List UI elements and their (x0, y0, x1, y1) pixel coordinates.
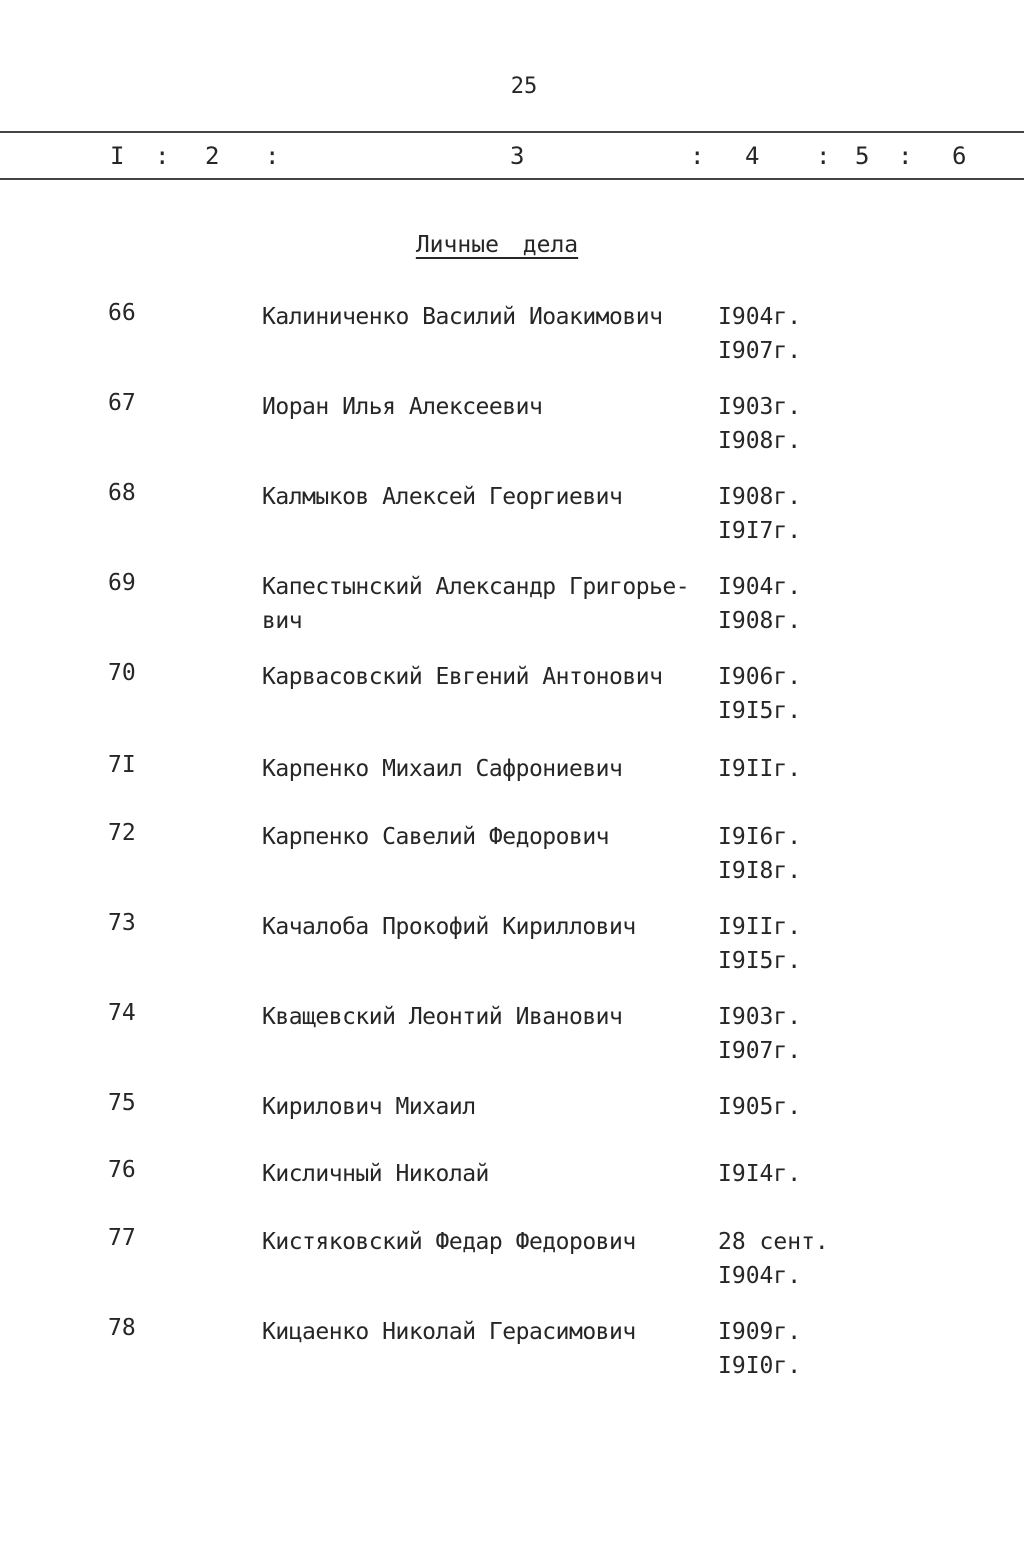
record-name: Кващевский Леонтий Иванович (262, 1004, 623, 1030)
record-dates (718, 1090, 838, 1124)
header-rule-top (0, 131, 1024, 133)
record-date: I9I5г. (718, 948, 802, 974)
record-number: 75 (108, 1090, 136, 1116)
record-date: I904г. (718, 574, 802, 600)
record-dates (718, 1225, 838, 1293)
record-name: Кирилович Михаил (262, 1094, 476, 1120)
record-number: 73 (108, 910, 136, 936)
record-date: I9IIг. (718, 756, 802, 782)
record-number: 66 (108, 300, 136, 326)
column-header-5: 5 (855, 142, 870, 170)
record-date: I905г. (718, 1094, 802, 1120)
record-dates (718, 1315, 838, 1383)
record-name: Карвасовский Евгений Антонович (262, 664, 663, 690)
record-date: I903г. (718, 1004, 802, 1030)
record-number: 78 (108, 1315, 136, 1341)
record-date: I908г. (718, 484, 802, 510)
record-number: 77 (108, 1225, 136, 1251)
header-rule-bottom (0, 178, 1024, 180)
record-dates (718, 820, 838, 888)
record-dates (718, 390, 838, 458)
record-dates (718, 480, 838, 548)
record-date: I9I0г. (718, 1353, 802, 1379)
record-date: I9I4г. (718, 1161, 802, 1187)
column-separator: : (265, 142, 280, 170)
record-date: I904г. (718, 304, 802, 330)
column-separator: : (816, 142, 831, 170)
record-date: I909г. (718, 1319, 802, 1345)
record-name: Качалоба Прокофий Кириллович (262, 914, 636, 940)
column-header-6: 6 (952, 142, 967, 170)
column-header-2: 2 (205, 142, 220, 170)
record-dates (718, 570, 838, 638)
record-date: I908г. (718, 608, 802, 634)
column-header-3: 3 (510, 142, 525, 170)
record-name: Иоран Илья Алексеевич (262, 394, 543, 420)
record-dates (718, 660, 838, 728)
record-date: I903г. (718, 394, 802, 420)
record-dates (718, 300, 838, 368)
record-date: I907г. (718, 1038, 802, 1064)
record-number: 70 (108, 660, 136, 686)
column-separator: : (690, 142, 705, 170)
record-dates (718, 1000, 838, 1068)
record-date: I9I6г. (718, 824, 802, 850)
record-name: Карпенко Савелий Федорович (262, 824, 610, 850)
record-number: 68 (108, 480, 136, 506)
column-header-4: 4 (745, 142, 760, 170)
record-dates (718, 910, 838, 978)
record-dates (718, 752, 838, 786)
record-date: I9I7г. (718, 518, 802, 544)
record-name: Калмыков Алексей Георгиевич (262, 484, 623, 510)
record-date: I9I5г. (718, 698, 802, 724)
column-separator: : (898, 142, 913, 170)
record-date: I9I8г. (718, 858, 802, 884)
record-name: Капестынский Александр Григорье-вич (262, 574, 690, 634)
record-date: I9IIг. (718, 914, 802, 940)
record-number: 7I (108, 752, 136, 778)
page-number: 25 (510, 74, 538, 99)
record-date: I904г. (718, 1263, 802, 1289)
record-date: I907г. (718, 338, 802, 364)
record-number: 74 (108, 1000, 136, 1026)
record-date: 28 сент. (718, 1229, 829, 1255)
section-title: Личные дела (415, 232, 579, 258)
record-name: Кицаенко Николай Герасимович (262, 1319, 636, 1345)
record-name: Карпенко Михаил Сафрониевич (262, 756, 623, 782)
record-name: Калиниченко Василий Иоакимович (262, 304, 663, 330)
record-dates (718, 1157, 838, 1191)
column-header-1: I (110, 142, 125, 170)
record-number: 76 (108, 1157, 136, 1183)
record-number: 72 (108, 820, 136, 846)
record-name: Кисличный Николай (262, 1161, 489, 1187)
record-date: I906г. (718, 664, 802, 690)
record-number: 67 (108, 390, 136, 416)
record-date: I908г. (718, 428, 802, 454)
record-number: 69 (108, 570, 136, 596)
column-separator: : (155, 142, 170, 170)
record-name: Кистяковский Федар Федорович (262, 1229, 636, 1255)
